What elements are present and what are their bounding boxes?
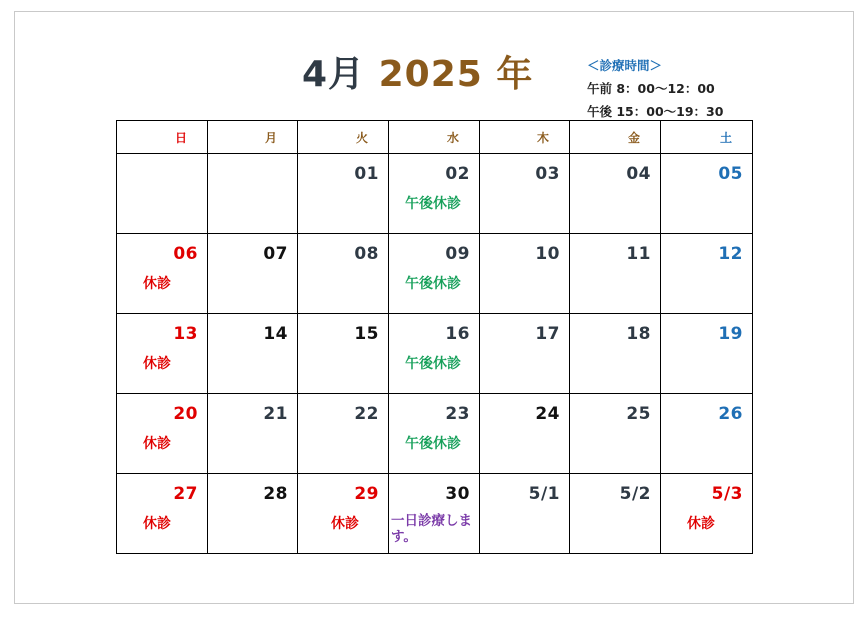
weekday-fri: 金 bbox=[570, 121, 661, 154]
day-number: 12 bbox=[718, 244, 743, 264]
day-number: 14 bbox=[263, 324, 288, 344]
day-number: 03 bbox=[535, 164, 560, 184]
day-cell bbox=[661, 394, 753, 474]
week-row bbox=[117, 394, 753, 474]
day-number: 06 bbox=[173, 244, 198, 264]
day-cell bbox=[117, 154, 208, 234]
week-row bbox=[117, 154, 753, 234]
day-cell bbox=[298, 234, 389, 314]
day-note-full-day: 一日診療します。 bbox=[391, 513, 472, 545]
week-row bbox=[117, 234, 753, 314]
day-number: 18 bbox=[626, 324, 651, 344]
day-note-afternoon-closed: 午後休診 bbox=[405, 196, 461, 212]
day-cell bbox=[570, 314, 661, 394]
day-number: 5/1 bbox=[528, 484, 560, 504]
day-cell bbox=[117, 394, 208, 474]
day-cell bbox=[117, 234, 208, 314]
day-cell bbox=[389, 314, 480, 394]
week-row bbox=[117, 314, 753, 394]
day-number: 15 bbox=[354, 324, 379, 344]
day-number: 16 bbox=[445, 324, 470, 344]
day-cell bbox=[389, 154, 480, 234]
day-cell bbox=[298, 154, 389, 234]
week-row bbox=[117, 474, 753, 554]
day-number: 05 bbox=[718, 164, 743, 184]
day-number: 27 bbox=[173, 484, 198, 504]
day-number: 5/2 bbox=[619, 484, 651, 504]
day-number: 28 bbox=[263, 484, 288, 504]
day-number: 24 bbox=[535, 404, 560, 424]
day-number: 5/3 bbox=[711, 484, 743, 504]
day-cell bbox=[117, 474, 208, 554]
day-number: 02 bbox=[445, 164, 470, 184]
day-cell bbox=[570, 154, 661, 234]
day-number: 23 bbox=[445, 404, 470, 424]
title-year: 2025 bbox=[378, 54, 483, 95]
day-number: 13 bbox=[173, 324, 198, 344]
day-cell bbox=[389, 234, 480, 314]
day-cell bbox=[298, 394, 389, 474]
day-cell bbox=[661, 314, 753, 394]
day-cell bbox=[570, 394, 661, 474]
weekday-tue: 火 bbox=[298, 121, 389, 154]
day-note-closed: 休診 bbox=[331, 516, 359, 532]
day-cell bbox=[480, 154, 570, 234]
day-cell bbox=[661, 474, 753, 554]
weekday-thu: 木 bbox=[480, 121, 570, 154]
day-number: 20 bbox=[173, 404, 198, 424]
title-year-suffix: 年 bbox=[496, 54, 534, 95]
day-cell bbox=[298, 314, 389, 394]
day-cell bbox=[570, 234, 661, 314]
calendar-grid bbox=[116, 120, 753, 554]
day-number: 10 bbox=[535, 244, 560, 264]
day-cell bbox=[570, 474, 661, 554]
weekday-sat: 土 bbox=[661, 121, 753, 154]
day-number: 04 bbox=[626, 164, 651, 184]
day-cell bbox=[389, 394, 480, 474]
day-cell bbox=[298, 474, 389, 554]
day-cell bbox=[208, 314, 298, 394]
weekday-wed: 水 bbox=[389, 121, 480, 154]
day-number: 30 bbox=[445, 484, 470, 504]
day-cell bbox=[480, 314, 570, 394]
day-note-closed: 休診 bbox=[143, 356, 171, 372]
day-number: 22 bbox=[354, 404, 379, 424]
office-hours-morning: 午前 8：00～12：00 bbox=[587, 81, 715, 96]
office-hours-afternoon: 午後 15：00～19：30 bbox=[587, 104, 724, 119]
day-number: 25 bbox=[626, 404, 651, 424]
day-number: 11 bbox=[626, 244, 651, 264]
day-number: 17 bbox=[535, 324, 560, 344]
day-note-afternoon-closed: 午後休診 bbox=[405, 356, 461, 372]
weekday-mon: 月 bbox=[208, 121, 298, 154]
title-month: 4月 bbox=[302, 54, 366, 95]
calendar-title bbox=[302, 46, 533, 97]
day-note-closed: 休診 bbox=[687, 516, 715, 532]
day-cell bbox=[480, 394, 570, 474]
day-number: 19 bbox=[718, 324, 743, 344]
day-cell bbox=[480, 474, 570, 554]
day-note-closed: 休診 bbox=[143, 516, 171, 532]
day-cell bbox=[208, 154, 298, 234]
day-cell bbox=[117, 314, 208, 394]
day-note-afternoon-closed: 午後休診 bbox=[405, 436, 461, 452]
weekday-sun: 日 bbox=[117, 121, 208, 154]
day-number: 21 bbox=[263, 404, 288, 424]
office-hours-heading: ＜診療時間＞ bbox=[587, 58, 663, 73]
day-number: 01 bbox=[354, 164, 379, 184]
day-note-closed: 休診 bbox=[143, 276, 171, 292]
day-cell bbox=[208, 394, 298, 474]
day-note-closed: 休診 bbox=[143, 436, 171, 452]
day-cell bbox=[480, 234, 570, 314]
day-number: 26 bbox=[718, 404, 743, 424]
day-cell bbox=[208, 234, 298, 314]
day-number: 09 bbox=[445, 244, 470, 264]
day-cell bbox=[661, 234, 753, 314]
weekday-header-row bbox=[117, 121, 753, 154]
day-cell bbox=[389, 474, 480, 554]
day-number: 29 bbox=[354, 484, 379, 504]
day-note-afternoon-closed: 午後休診 bbox=[405, 276, 461, 292]
day-cell bbox=[661, 154, 753, 234]
day-cell bbox=[208, 474, 298, 554]
day-number: 08 bbox=[354, 244, 379, 264]
office-hours bbox=[587, 54, 723, 123]
day-number: 07 bbox=[263, 244, 288, 264]
